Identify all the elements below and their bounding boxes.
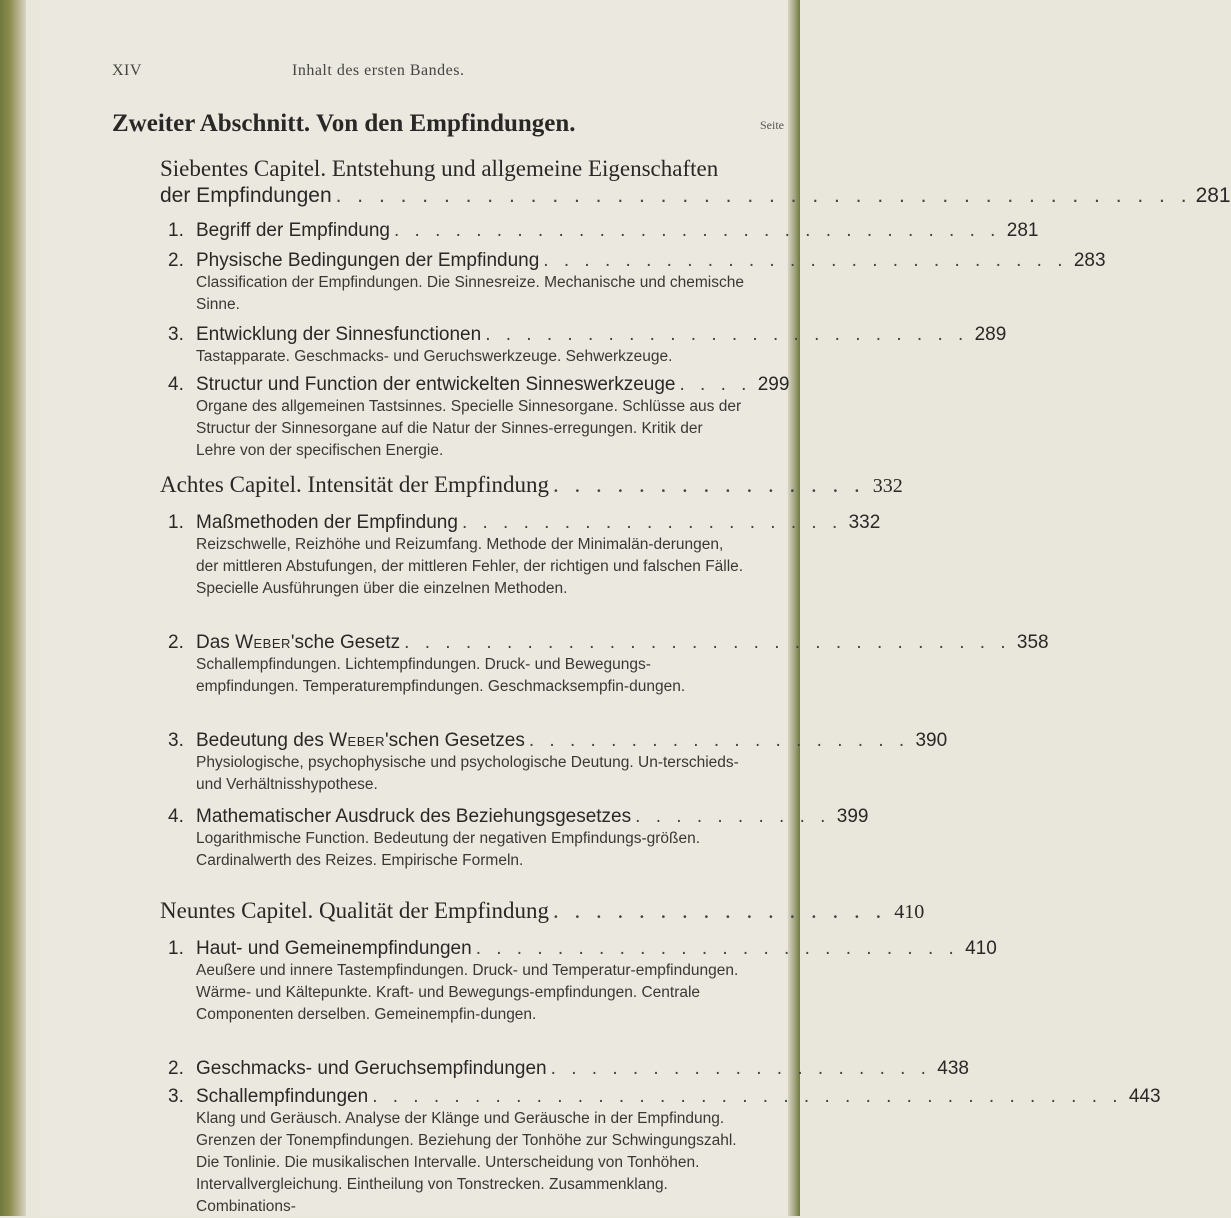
item-page: 332	[848, 512, 881, 533]
chapter-8-heading	[160, 472, 903, 498]
item-number: 4.	[168, 806, 184, 827]
page-edge	[788, 0, 800, 1216]
toc-item	[168, 1086, 1161, 1218]
toc-item	[168, 730, 948, 796]
chapter-8	[160, 472, 903, 498]
toc-item	[168, 324, 1007, 368]
item-subtopics: Reizschwelle, Reizhöhe und Reizumfang. Methode der Minimalän-derungen, der mittleren Abstufungen, der mittleren Fehler, der richtigen und falschen Fälle. Specielle Ausführungen über die einzelnen Methoden.	[196, 536, 744, 597]
item-page: 399	[836, 806, 869, 827]
item-number: 1.	[168, 512, 184, 533]
toc-item	[168, 806, 869, 872]
chapter-7	[160, 156, 1231, 208]
item-subtopics: Organe des allgemeinen Tastsinnes. Specielle Sinnesorgane. Schlüsse aus der Structur der Sinnesorgane auf die Natur der Sinnes-erregungen. Kritik der Lehre von der specifischen Energie.	[196, 398, 742, 459]
leader-dots: . . . . . . . . . . . . . . . . . . . . . . . . . . . . . . . . . . . . . . . .	[335, 184, 1192, 207]
chapter-7-heading	[160, 156, 784, 182]
item-page: 358	[1016, 632, 1049, 653]
chapter-name: Siebentes Capitel.	[160, 156, 327, 181]
leader-dots: . . . . . . . . . . . . . . . . . . . . . . . . . . . . . .	[404, 632, 1011, 653]
item-title: Entwicklung der Sinnesfunctionen	[196, 324, 482, 345]
item-subtopics: Klang und Geräusch. Analyse der Klänge und Geräusche in der Empfindung. Grenzen der Tonempfindungen. Beziehung der Tonhöhe zur Schwingungszahl. Die Tonlinie. Die musikalischen Intervalle. Unterscheidung von Tonhöhen. Intervallvergleichung. Eintheilung von Tonstrecken. Zusammenklang. Combinations-	[196, 1110, 737, 1215]
item-number: 3.	[168, 730, 184, 751]
section-title-text: Zweiter Abschnitt. Von den Empfindungen.	[112, 110, 576, 137]
item-title-rest: 'sche Gesetz	[290, 632, 401, 653]
item-number: 2.	[168, 1058, 184, 1079]
running-head-page-number: XIV	[112, 62, 142, 79]
item-title-name: Weber	[235, 632, 291, 653]
item-title: Maßmethoden der Empfindung	[196, 512, 458, 533]
section-title	[112, 110, 784, 138]
chapter-name: Achtes Capitel.	[160, 472, 302, 497]
item-number: 1.	[168, 938, 184, 959]
toc-item	[168, 512, 881, 600]
leader-dots: . . . . . . . . . . . . . . . . . . . . . . . .	[475, 938, 959, 959]
item-page: 443	[1128, 1086, 1161, 1107]
item-number: 2.	[168, 250, 184, 271]
item-subtopics: Tastapparate. Geschmacks- und Geruchswerkzeuge. Sehwerkzeuge.	[196, 348, 673, 365]
item-title: Begriff der Empfindung	[196, 220, 390, 241]
item-page: 438	[937, 1058, 969, 1079]
leader-dots: . . . . . . . . . .	[635, 806, 831, 827]
item-title-name: Weber	[329, 730, 385, 751]
item-number: 3.	[168, 1086, 184, 1107]
book-page	[40, 0, 1231, 1216]
item-number: 3.	[168, 324, 184, 345]
item-title: Mathematischer Ausdruck des Beziehungsgesetzes	[196, 806, 632, 827]
item-title: Structur und Function der entwickelten Sinneswerkzeuge	[196, 374, 676, 395]
toc-item	[168, 1058, 969, 1080]
chapter-page: 281	[1195, 184, 1231, 207]
item-subtopics: Physiologische, psychophysische und psychologische Deutung. Un-terschieds- und Verhältnisshypothese.	[196, 754, 739, 793]
leader-dots: . . . . . . . . . . . . . . . .	[553, 898, 887, 923]
leader-dots: . . . . . . . . . . . . . . . . . . .	[528, 730, 910, 751]
item-title-rest: 'schen Gesetzes	[384, 730, 525, 751]
item-page: 299	[757, 374, 790, 395]
toc-item	[168, 632, 1049, 698]
toc-item	[168, 938, 997, 1026]
chapter-7-line2	[160, 184, 1231, 208]
chapter-9-heading	[160, 898, 925, 924]
toc-item	[168, 220, 1039, 242]
chapter-page: 332	[872, 475, 903, 497]
leader-dots: . . . . . . . . . . . . . . . . . . . . . . . . . . . . . .	[394, 220, 1001, 241]
item-number: 1.	[168, 220, 184, 241]
toc-item	[168, 250, 1106, 316]
chapter-title: Qualität der Empfindung	[319, 898, 549, 923]
running-head-title: Inhalt des ersten Bandes.	[292, 62, 465, 79]
leader-dots: . . . . . . . . . . . . . . . . . . . . . . . .	[485, 324, 969, 345]
seite-label: Seite	[760, 118, 784, 132]
chapter-title-cont: der Empfindungen	[160, 184, 332, 207]
leader-dots: . . . . . . . . . . . . . . . . . . . . . . . . . .	[543, 250, 1068, 271]
chapter-9	[160, 898, 925, 924]
item-page: 390	[915, 730, 948, 751]
item-subtopics: Schallempfindungen. Lichtempfindungen. Druck- und Bewegungs-empfindungen. Temperaturempfindungen. Geschmacksempfin-dungen.	[196, 656, 686, 695]
toc-item	[168, 374, 790, 462]
leader-dots: . . . . . . . . . . . . . . . . . . . . . . . . . . . . . . . . . . . . .	[372, 1086, 1123, 1107]
leader-dots: . . . . . . . . . . . . . . .	[553, 472, 865, 497]
item-title: Physische Bedingungen der Empfindung	[196, 250, 540, 271]
chapter-title: Intensität der Empfindung	[307, 472, 549, 497]
item-number: 4.	[168, 374, 184, 395]
book-binding	[0, 0, 26, 1216]
item-number: 2.	[168, 632, 184, 653]
item-title: Geschmacks- und Geruchsempfindungen	[196, 1058, 547, 1079]
item-page: 283	[1073, 250, 1106, 271]
item-page: 289	[974, 324, 1007, 345]
chapter-name: Neuntes Capitel.	[160, 898, 314, 923]
item-title-prefix: Bedeutung des	[196, 730, 324, 751]
leader-dots: . . . . . . . . . . . . . . . . . . .	[461, 512, 843, 533]
item-subtopics: Logarithmische Function. Bedeutung der negativen Empfindungs-größen. Cardinalwerth des Reizes. Empirische Formeln.	[196, 830, 701, 869]
item-title-prefix: Das	[196, 632, 230, 653]
item-page: 281	[1006, 220, 1039, 241]
leader-dots: . . . .	[679, 374, 752, 395]
leader-dots: . . . . . . . . . . . . . . . . . . .	[550, 1058, 931, 1079]
chapter-title: Entstehung und allgemeine Eigenschaften	[331, 156, 719, 181]
item-page: 410	[965, 938, 997, 959]
item-subtopics: Classification der Empfindungen. Die Sinnesreize. Mechanische und chemische Sinne.	[196, 274, 744, 313]
item-subtopics: Aeußere und innere Tastempfindungen. Druck- und Temperatur-empfindungen. Wärme- und Kältepunkte. Kraft- und Bewegungs-empfindungen. Centrale Componenten derselben. Gemeinempfin-dungen.	[196, 962, 739, 1023]
item-title: Haut- und Gemeinempfindungen	[196, 938, 472, 959]
chapter-page: 410	[894, 901, 925, 923]
item-title: Schallempfindungen	[196, 1086, 369, 1107]
